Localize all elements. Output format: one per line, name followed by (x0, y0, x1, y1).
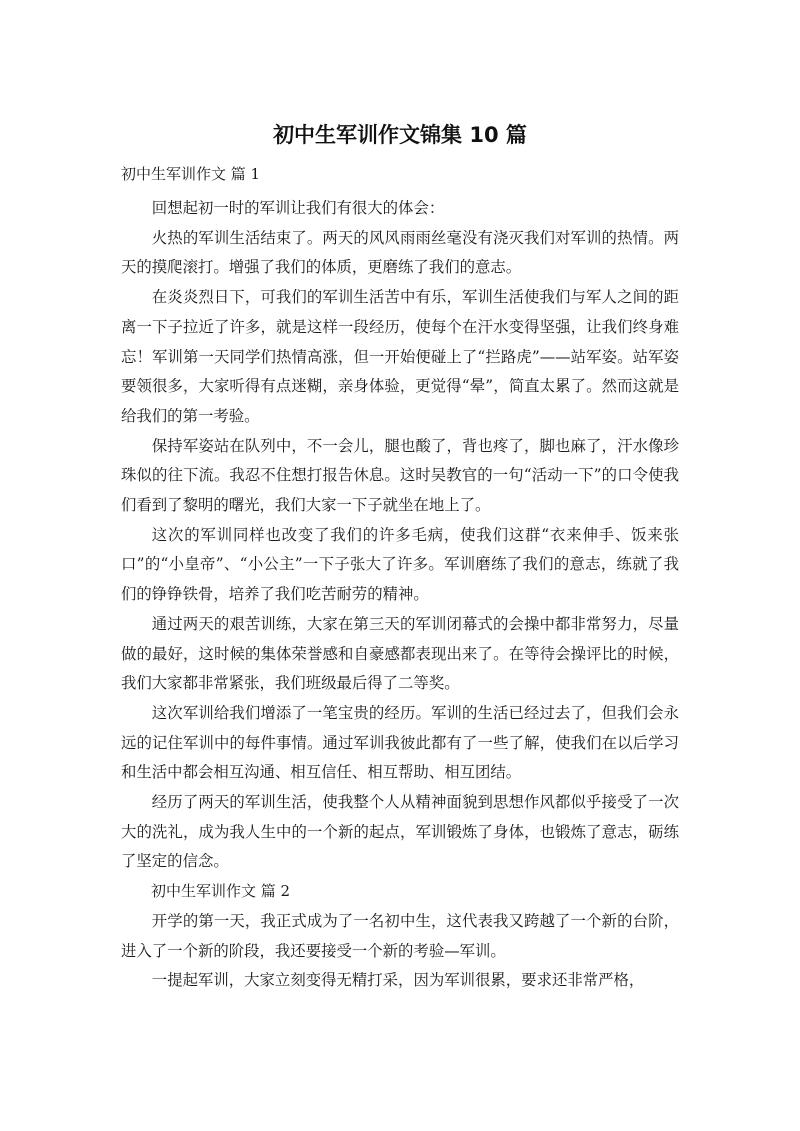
paragraph: 保持军姿站在队列中，不一会儿，腿也酸了，背也疼了，脚也麻了，汗水像珍珠似的往下流。我忍不住想打报告休息。这时吴教官的一句“活动一下”的口令使我们看到了黎明的曙光，我们大家一下子就坐在地上了。 (121, 436, 679, 515)
paragraph: 经历了两天的军训生活，使我整个人从精神面貌到思想作风都似乎接受了一次大的洗礼，成为我人生中的一个新的起点，军训锻炼了身体，也锻炼了意志，砺练了坚定的信念。 (121, 793, 679, 871)
paragraph: 开学的第一天，我正式成为了一名初中生，这代表我又跨越了一个新的台阶，进入了一个新的阶段，我还要接受一个新的考验—军训。 (121, 911, 679, 960)
paragraph: 一提起军训，大家立刻变得无精打采，因为军训很累，要求还非常严格， (151, 971, 645, 990)
section-1-heading: 初中生军训作文 篇 1 (121, 165, 261, 183)
paragraph: 这次的军训同样也改变了我们的许多毛病，使我们这群“衣来伸手、饭来张口”的“小皇帝”、“小公主”一下子张大了许多。军训磨练了我们的意志，练就了我们的铮铮铁骨，培养了我们吃苦耐劳的精神。 (121, 525, 679, 604)
paragraph: 回想起初一时的军训让我们有很大的体会： (151, 199, 445, 217)
paragraph: 在炎炎烈日下，可我们的军训生活苦中有乐，军训生活使我们与军人之间的距离一下子拉近了许多，就是这样一段经历，使每个在汗水变得坚强，让我们终身难忘！军训第一天同学们热情高涨，但一开始便碰上了“拦路虎”——站军姿。站军姿要领很多，大家听得有点迷糊，亲身体验，更觉得“晕”，简直太累了。然而这就是给我们的第一考验。 (121, 288, 679, 425)
paragraph: 这次军训给我们增添了一笔宝贵的经历。军训的生活已经过去了，但我们会永远的记住军训中的每件事情。通过军训我彼此都有了一些了解，使我们在以后学习和生活中都会相互沟通、相互信任、相互帮助、相互团结。 (121, 703, 679, 782)
document-title: 初中生军训作文锦集 10 篇 (273, 123, 527, 147)
section-2-heading: 初中生军训作文 篇 2 (151, 882, 291, 901)
paragraph: 火热的军训生活结束了。两天的风风雨雨丝毫没有浇灭我们对军训的热情。两天的摸爬滚打。增强了我们的体质，更磨练了我们的意志。 (121, 228, 679, 277)
paragraph: 通过两天的艰苦训练，大家在第三天的军训闭幕式的会操中都非常努力，尽量做的最好，这时候的集体荣誉感和自豪感都表现出来了。在等待会操评比的时候，我们大家都非常紧张，我们班级最后得了二等奖。 (121, 614, 679, 693)
document-body (121, 194, 679, 996)
